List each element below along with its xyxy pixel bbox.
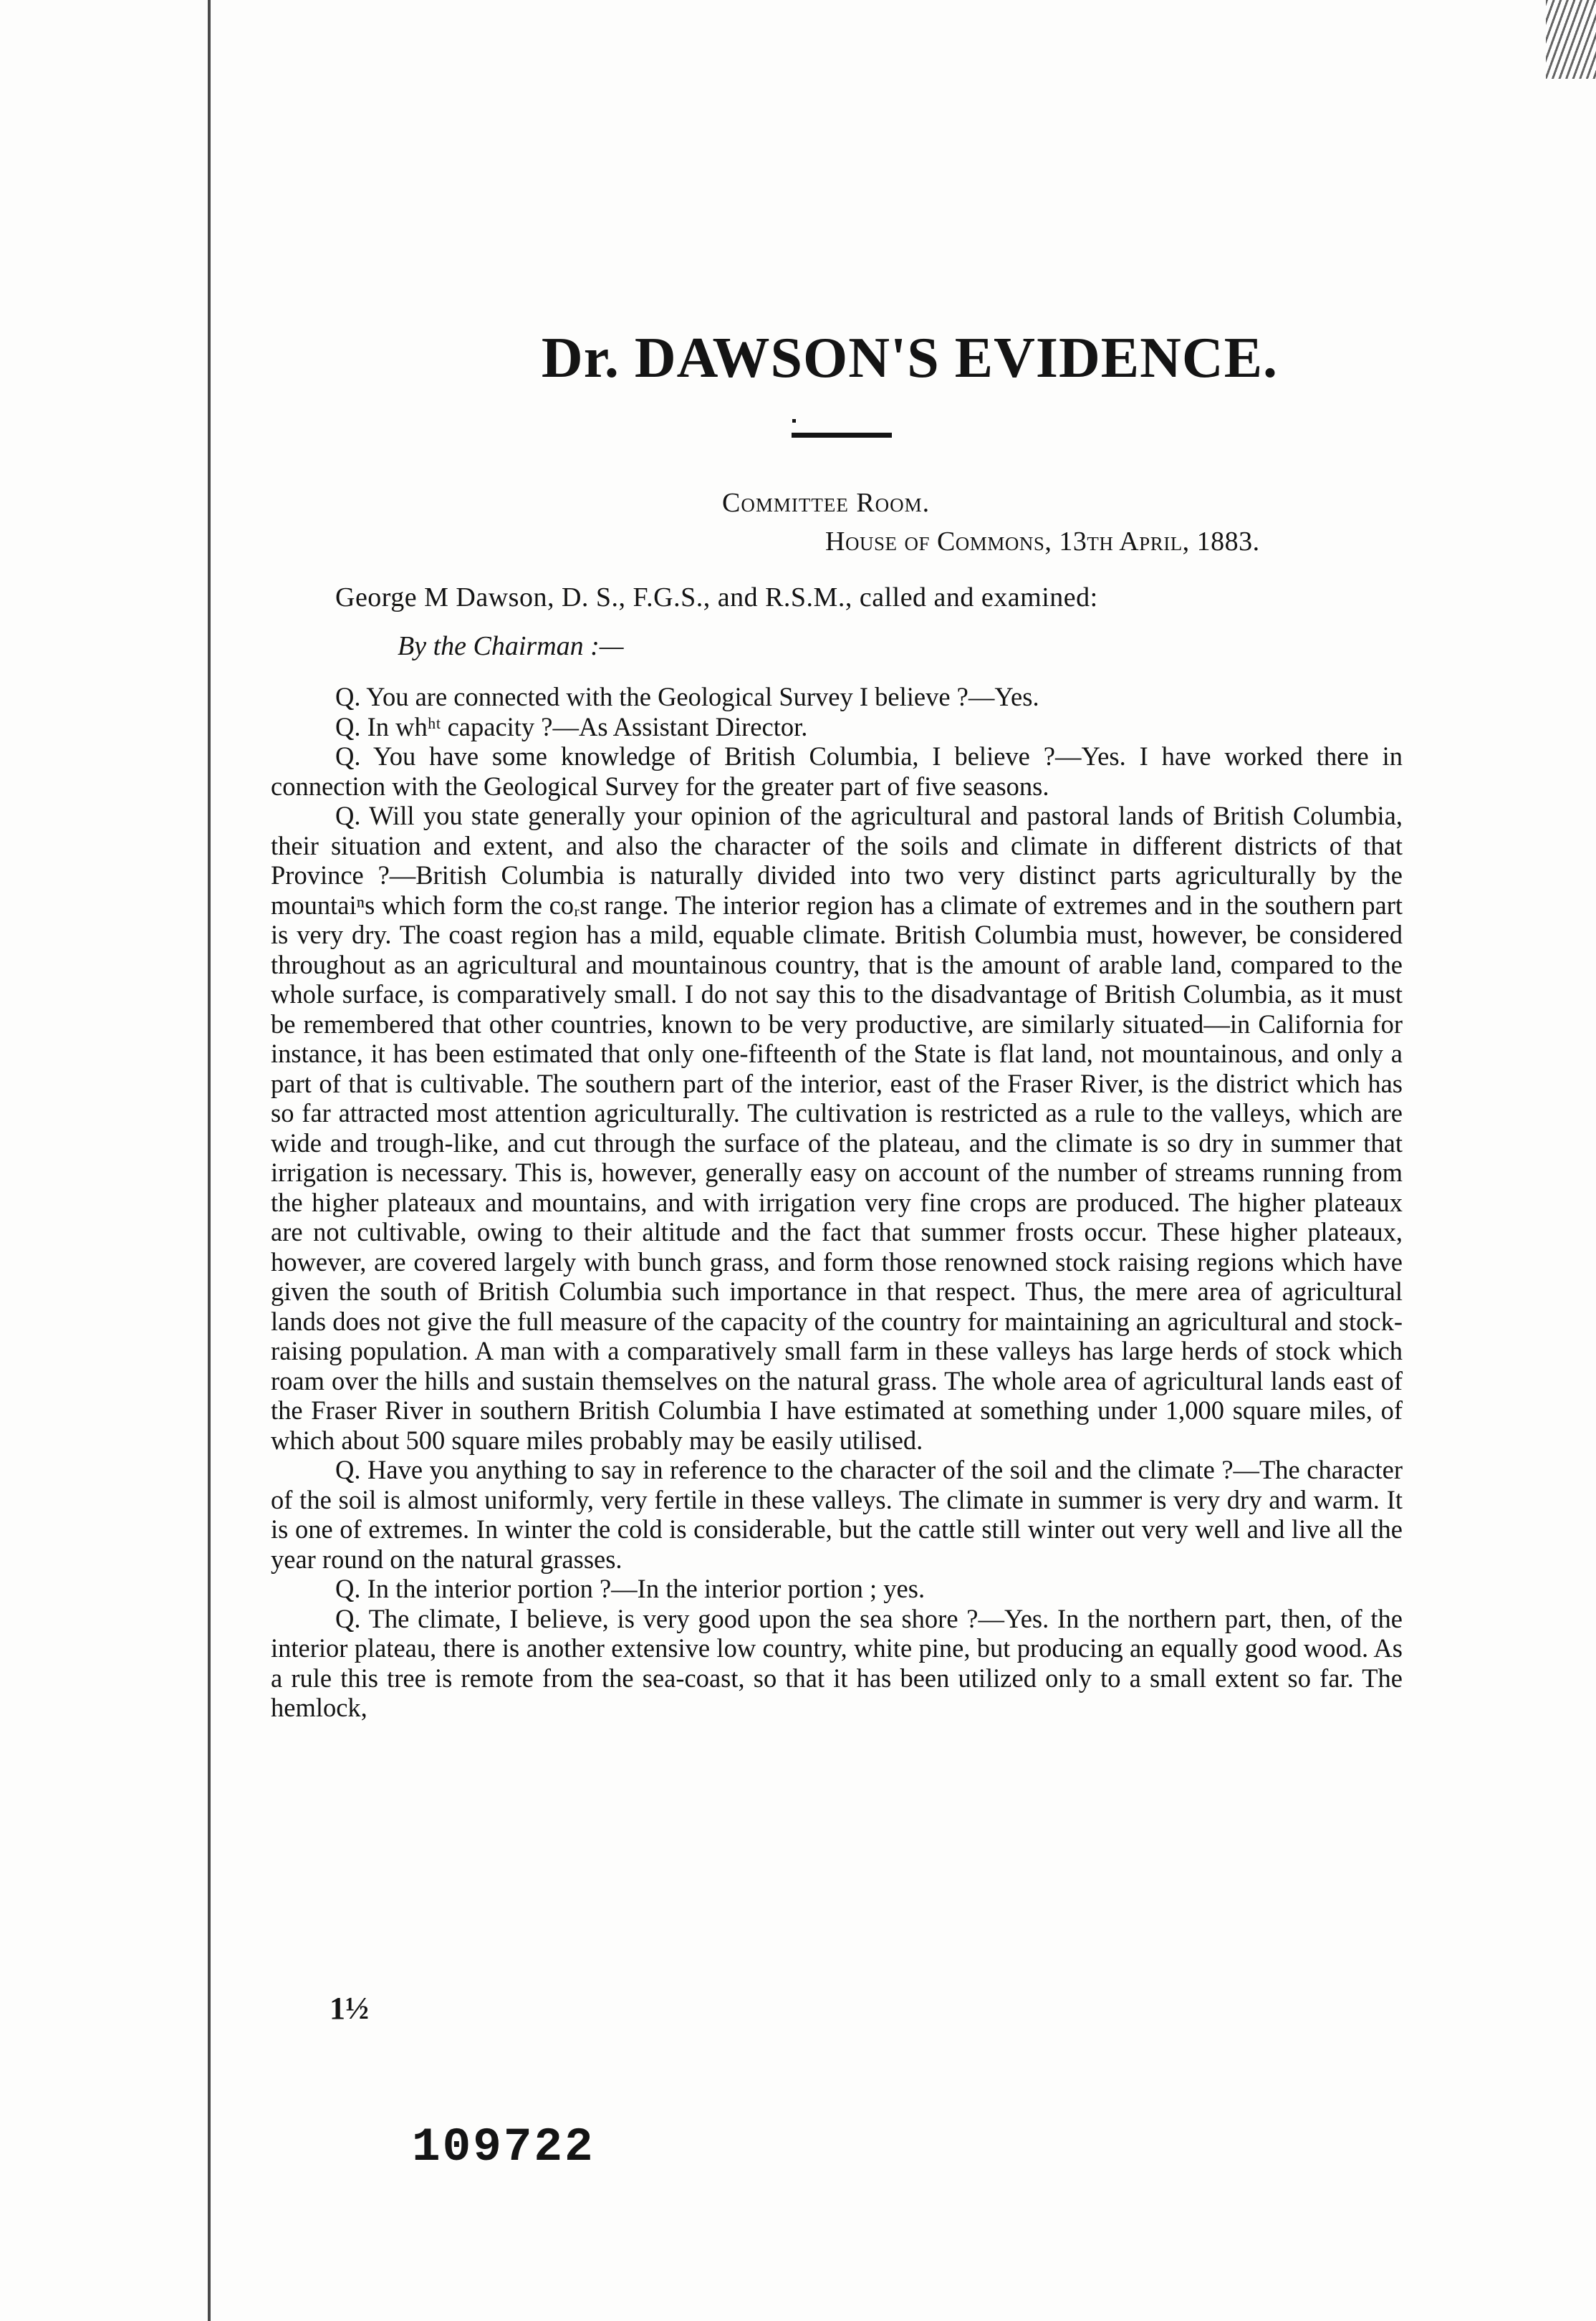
document-title: Dr. DAWSON'S EVIDENCE. — [541, 327, 1279, 390]
heading-house-text: House of Commons, 13th April, 1883. — [825, 527, 1260, 557]
page-signature: 1½ — [330, 1991, 369, 2026]
heading-house-date — [825, 526, 1260, 557]
evidence-body — [271, 682, 1403, 1723]
qa-paragraph: Q. You have some knowledge of British Columbia, I believe ?—Yes. I have worked there in connection with the Geological Survey for the greater part of five seasons. — [271, 741, 1403, 801]
ornament-dot — [792, 419, 796, 423]
qa-paragraph: Q. You are connected with the Geological Survey I believe ?—Yes. — [335, 682, 1039, 711]
heading-place: Committee Room. — [722, 488, 931, 518]
witness-text: George M Dawson, D. S., F.G.S., and R.S.M., called and examined: — [335, 582, 1098, 612]
page-edge-shadow — [1546, 0, 1596, 79]
catalog-number: 109722 — [412, 2120, 595, 2174]
examiner-line: By the Chairman :— — [398, 631, 624, 661]
witness-line — [335, 582, 1098, 613]
qa-paragraph: Q. The climate, I believe, is very good upon the sea shore ?—Yes. In the northern part, then, of the interior plateau, there is another extensive low country, white pine, but producing an equally good wood. As a rule this tree is remote from the sea-coast, so that it has been utilized only to a small extent so far. The hemlock, — [271, 1603, 1403, 1722]
qa-paragraph: Q. In the interior portion ?—In the interior portion ; yes. — [335, 1574, 926, 1603]
qa-paragraph: Q. Have you anything to say in reference to the character of the soil and the climate ?—The character of the soil is almost uniformly, very fertile in these valleys. The climate in summer is very dry and warm. It is one of extremes. In winter the cold is considerable, but the cattle still winter out very well and live all the year round on the natural grasses. — [271, 1455, 1403, 1574]
qa-paragraph: Q. In whʰᵗ capacity ?—As Assistant Director. — [335, 711, 808, 741]
qa-paragraph: Q. Will you state generally your opinion of the agricultural and pastoral lands of British Columbia, their situation and extent, and also the character of the soils and climate in different districts of that Province ?—British Columbia is naturally divided into two very distinct parts agriculturally by the mountaiⁿs which form the coᵣst range. The interior region has a climate of extremes and in the southern part is very dry. The coast region has a mild, equable climate. British Columbia must, however, be considered throughout as an agricultural and mountainous country, that is the amount of arable land, compared to the whole surface, is comparatively small. I do not say this to the disadvantage of British Columbia, as it must be remembered that other countries, known to be very productive, are similarly situated—in California for instance, it has been estimated that only one-fifteenth of the State is flat land, not mountainous, and only a part of that is cultivable. The southern part of the interior, east of the Fraser River, is the district which has so far attracted most attention agriculturally. The cultivation is restricted as a rule to the valleys, which are wide and trough-like, and cut through the surface of the plateau, and the climate is so dry in summer that irrigation is necessary. This is, however, generally easy on account of the number of streams running from the higher plateaux and mountains, and with irrigation very fine crops are produced. The higher plateaux are not cultivable, owing to their altitude and the fact that summer frosts occur. These higher plateaux, however, are covered largely with bunch grass, and form those renowned stock raising regions which have given the south of British Columbia such importance in that respect. Thus, the mere area of agricultural lands does not give the full measure of the capacity of the country for maintaining an agricultural and stock-raising population. A man with a comparatively small farm in these valleys has large herds of stock which roam over the hills and sustain themselves on the natural grass. The whole area of agricultural lands east of the Fraser River in southern British Columbia I have estimated at something under 1,000 square miles, of which about 500 square miles probably may be easily utilised. — [271, 801, 1403, 1455]
title-rule — [792, 433, 892, 438]
